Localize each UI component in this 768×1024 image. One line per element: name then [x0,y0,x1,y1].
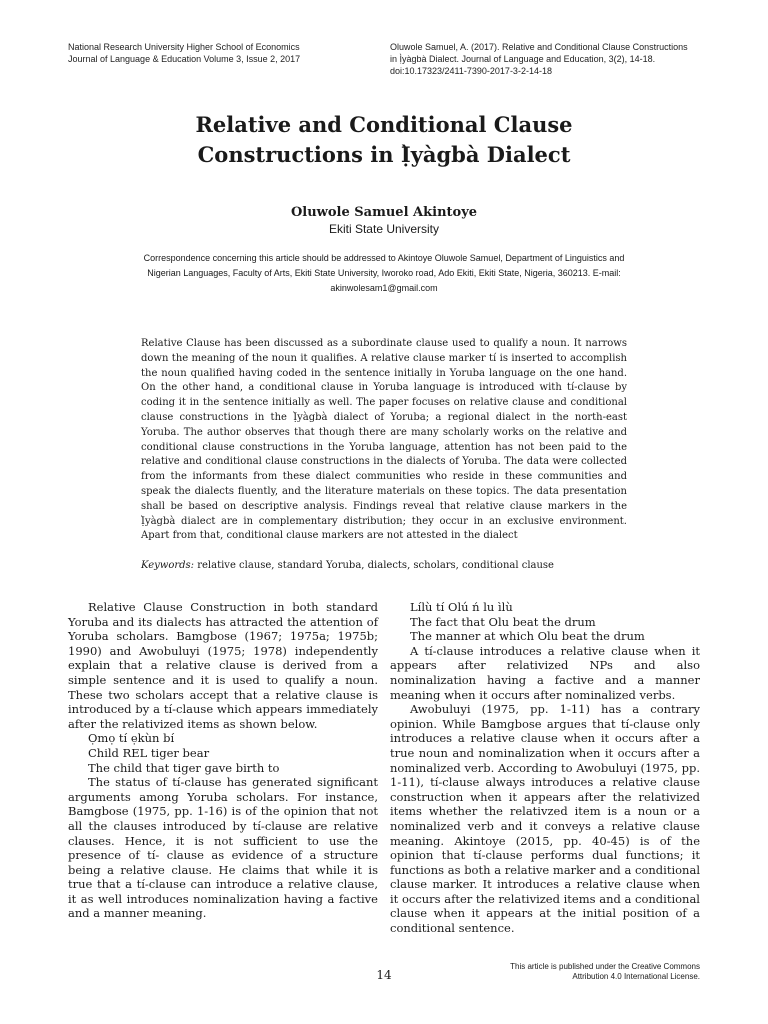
body-column-left [68,600,378,921]
license-note: This article is published under the Creative Commons Attribution 4.0 International License. [510,962,700,981]
keywords-text: relative clause, standard Yoruba, dialects, scholars, conditional clause [197,560,554,571]
paragraph: Relative Clause Construction in both standard Yoruba and its dialects has attracted the attention of Yoruba scholars. Bamgbose (1967; 1975a; 1975b; 1990) and Awobuluyi (1975; 1978) independently explain that a relative clause is derived from a simple sentence and it is used to qualify a noun. These two scholars accept that a relative clause is introduced by a tí-clause which appears immediately after the relativized items as shown below. [68,600,378,731]
citation-line-2: in Ị̀yàgbà Dialect. Journal of Language and Education, 3(2), 14-18. [390,54,656,64]
paragraph: A tí-clause introduces a relative clause when it appears after relativized NPs and also nominalization having a factive and a manner meaning when it occurs after nominalized verbs. [390,643,700,702]
author-affiliation: Ekiti State University [328,222,440,236]
journal-header-left [68,41,368,65]
example-yoruba: Ọmọ tí ẹkùn bí [88,731,175,746]
keywords-label: Keywords: [141,560,195,571]
author-name: Oluwole Samuel Akintoye [290,205,478,220]
body-column-right [390,600,700,936]
citation-header-right [390,41,700,77]
title-line-1: Relative and Conditional Clause [195,112,573,137]
example-gloss: Child REL tiger bear [88,745,210,760]
page-number: 14 [376,968,392,982]
example-translation: The fact that Olu beat the drum [410,614,596,629]
title-line-2: Constructions in Ị̀yàgbà Dialect [197,142,571,167]
journal-volume-line: Journal of Language & Education Volume 3, Issue 2, 2017 [68,54,301,64]
keywords [141,560,627,571]
paragraph: The status of tí-clause has generated significant arguments among Yoruba scholars. For instance, Bamgbose (1975, pp. 1-16) is of the opinion that not all the clauses introduced by tí-clause are relative clauses. Hence, it is not sufficient to use the presence of tí- clause as evidence of a structure being a relative clause. He claims that while it is true that a tí-clause can introduce a relative clause, it as well introduces nominalization having a factive and a manner meaning. [68,775,378,921]
citation-line-1: Oluwole Samuel, A. (2017). Relative and Conditional Clause Constructions [390,42,688,52]
correspondence-note: Correspondence concerning this article should be addressed to Akintoye Oluwole Samuel, Department of Linguistics and Nigerian Languages, Faculty of Arts, Ekiti State University, Iworoko road, Ado Ekiti, Ekiti State, Nigeria, 360213. E-mail: akinwolesam1@gmail.com [143,253,625,293]
paragraph: Awobuluyi (1975, pp. 1-11) has a contrary opinion. While Bamgbose argues that tí-clause only introduces a relative clause when it occurs after a true noun and nominalization when it occurs after a nominalized verb. According to Awobuluyi (1975, pp. 1-11), tí-clause always introduces a relative clause construction when it appears after the relativized items whether the relativzed item is a noun or a nominalized verb and it conveys a relative clause meaning. Akintoye (2015, pp. 40-45) is of the opinion that tí-clause performs dual functions; it functions as both a relative marker and a conditional clause marker. It introduces a relative clause when it occurs after the relativized items and a conditional clause when it appears at the initial position of a conditional sentence. [390,702,700,936]
abstract: Relative Clause has been discussed as a subordinate clause used to qualify a noun. It narrows down the meaning of the noun it qualifies. A relative clause marker tí is inserted to accomplish the noun qualified having coded in the sentence initially in Yoruba language on the one hand. On the other hand, a conditional clause in Yoruba language is introduced with tí-clause by coding it in the sentence initially as well. The paper focuses on relative clause and conditional clause constructions in the Ị̀yàgbà dialect of Yoruba; a regional dialect in the north-east Yoruba. The author observes that though there are many scholarly works on the relative and conditional clause constructions in the Yoruba language, attention has not been paid to the relative and conditional clause constructions in the dialects of Yoruba. The data were collected from the informants from these dialect communities who reside in these communities and speak the dialects fluently, and the literature materials on these topics. The data presentation shall be based on descriptive analysis. Findings reveal that relative clause markers in the Ị̀yàgbà dialect are in complementary distribution; they occur in an exclusive environment. Apart from that, conditional clause markers are not attested in the dialect [141,338,627,542]
example-yoruba: Lílù tí Olú ń lu ìlù [410,600,513,614]
doi-line[interactable]: doi:10.17323/2411-7390-2017-3-2-14-18 [390,66,552,76]
example-translation: The child that tiger gave birth to [88,760,280,775]
example-translation: The manner at which Olu beat the drum [410,629,645,644]
publisher-line: National Research University Higher School of Economics [68,42,300,52]
article-title [0,110,768,170]
